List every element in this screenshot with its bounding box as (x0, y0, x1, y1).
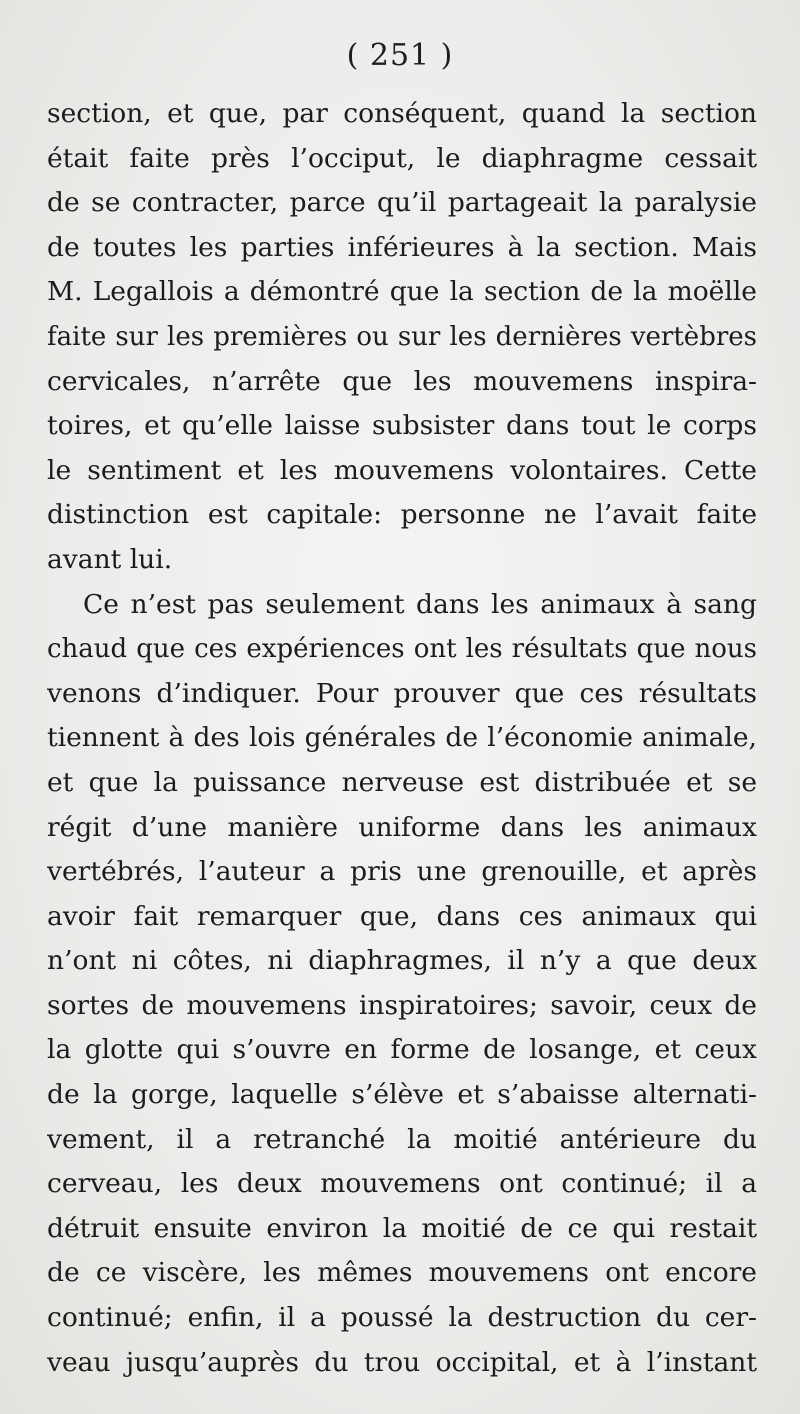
page-number: ( 251 ) (346, 38, 454, 73)
text-line: la glotte qui s’ouvre en forme de losange, et ceux (47, 1034, 757, 1066)
text-line: continué; enfin, il a poussé la destruction du cer- (47, 1302, 757, 1334)
text-line: de ce viscère, les mêmes mouvemens ont encore (47, 1257, 757, 1289)
text-line: de se contracter, parce qu’il partageait la paralysie (47, 187, 757, 219)
text-line: de toutes les parties inférieures à la section. Mais (47, 231, 757, 263)
text-line: faite sur les premières ou sur les dernières vertèbres (47, 321, 757, 352)
text-line: n’ont ni côtes, ni diaphragmes, il n’y a que deux (47, 945, 757, 977)
text-line: avoir fait remarquer que, dans ces animaux qui (47, 900, 757, 932)
paragraph-end-line: avant lui. (47, 543, 173, 575)
text-line: détruit ensuite environ la moitié de ce qui restait (47, 1212, 757, 1244)
text-line: régit d’une manière uniforme dans les animaux (47, 811, 757, 843)
text-line: vement, il a retranché la moitié antérieure du (47, 1123, 757, 1155)
text-line: tiennent à des lois générales de l’économie animale, (47, 722, 757, 754)
text-line: vertébrés, l’auteur a pris une grenouille, et après (47, 856, 757, 888)
body-text (47, 92, 757, 1385)
text-line: cerveau, les deux mouvemens ont continué; il a (47, 1168, 757, 1200)
text-line: et que la puissance nerveuse est distribuée et se (47, 766, 757, 798)
text-line: distinction est capitale: personne ne l’avait faite (47, 499, 757, 531)
text-line: veau jusqu’auprès du trou occipital, et à l’instant (47, 1346, 757, 1378)
text-line: cervicales, n’arrête que les mouvemens inspira- (47, 365, 757, 397)
text-line: chaud que ces expériences ont les résultats que nous (47, 634, 757, 665)
text-line: était faite près l’occiput, le diaphragme cessait (47, 142, 757, 174)
text-line: toires, et qu’elle laisse subsister dans tout le corps (47, 410, 757, 442)
text-line: le sentiment et les mouvemens volontaires. Cette (47, 454, 757, 486)
text-line: section, et que, par conséquent, quand la section (47, 98, 757, 129)
paragraph-start-line: Ce n’est pas seulement dans les animaux à sang (83, 588, 757, 620)
text-line: de la gorge, laquelle s’élève et s’abaisse alternati- (47, 1079, 757, 1111)
text-line: sortes de mouvemens inspiratoires; savoir, ceux de (47, 989, 757, 1021)
text-line: venons d’indiquer. Pour prouver que ces résultats (47, 677, 757, 709)
text-line: M. Legallois a démontré que la section de la moëlle (47, 276, 757, 308)
